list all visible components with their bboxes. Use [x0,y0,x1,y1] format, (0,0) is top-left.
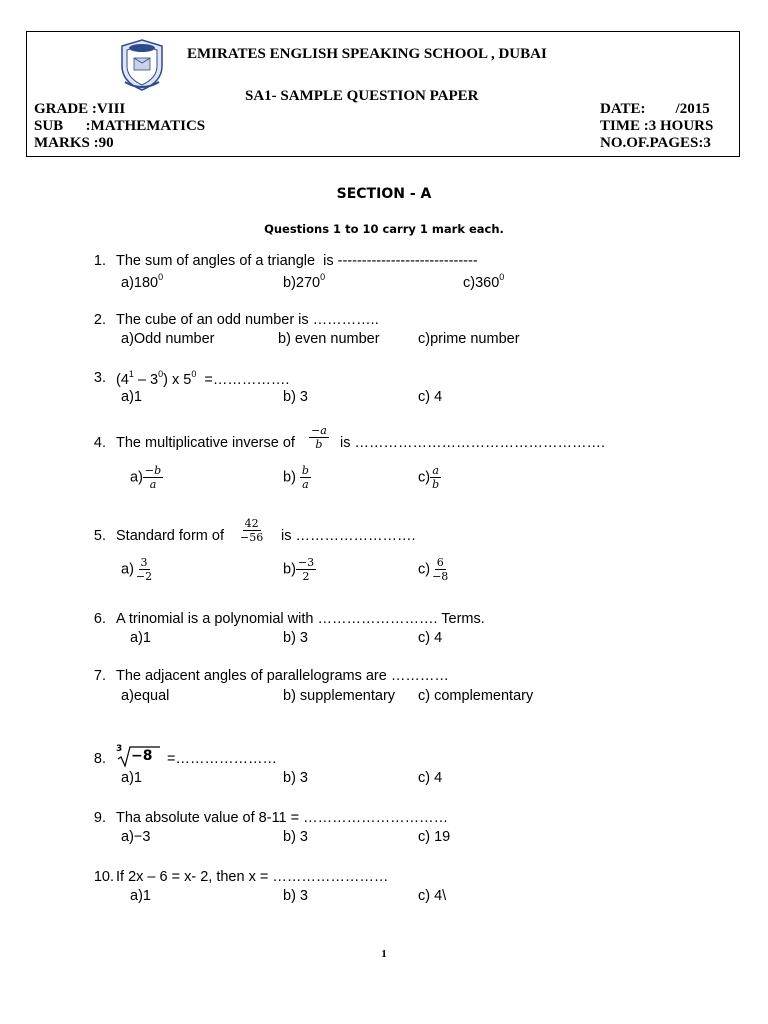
question-text-after: is ……………………. [281,528,416,544]
question-text: Standard form of [116,528,224,544]
question-number: 10. [93,869,114,885]
option-b: b) 3 [283,630,308,646]
question-number: 9. [93,810,106,826]
option-a: a)−3 [121,829,151,845]
question-number: 1. [93,253,106,269]
question-number: 4. [93,435,106,451]
option-a: a)1 [130,888,151,904]
option-b: b) 3 [283,389,308,405]
school-name: EMIRATES ENGLISH SPEAKING SCHOOL , DUBAI [187,46,547,62]
option-b: b) 3 [283,829,308,845]
root-index: 3 [116,744,123,754]
question-text: $(4^1 - 3^0)$ x $5^0$ =……………. [116,369,290,388]
option-b: $b)270^0$ [283,272,326,291]
option-c: c) 4 [418,770,443,786]
question-number: 6. [93,611,106,627]
option-a: $a)180^0$ [121,272,164,291]
option-c: c) $\frac{a}{b}$ [418,464,440,491]
option-c: c) complementary [418,688,534,704]
marks-label: MARKS :90 [34,135,114,151]
question-text-after: =………………… [167,751,277,767]
paper-title: SA1- SAMPLE QUESTION PAPER [245,88,479,104]
subject-label: SUB :MATHEMATICS [34,118,206,134]
question-number: 3. [93,370,106,386]
option-b: b) even number [278,331,380,347]
option-a: a)Odd number [121,331,215,347]
radicand: −8 [131,748,153,764]
question-number: 7. [93,668,106,684]
date-label: DATE: /2015 [600,101,710,117]
option-c: c) 19 [418,829,451,845]
option-a: a) $\frac{-b}{a}$ [130,464,162,491]
grade-label: GRADE :VIII [34,101,126,117]
question-text: The cube of an odd number is ………….. [116,312,379,328]
option-c: c) $\frac{6}{-8}$ [418,556,449,583]
page-number: 1 [381,948,387,960]
cube-root-expression [116,744,160,768]
question-fraction: $\frac{42}{-56}$ [240,517,264,544]
option-c: c) 4 [418,630,443,646]
option-c: c)prime number [418,331,520,347]
question-text: Tha absolute value of 8-11 = ………………………… [116,810,449,826]
option-c: $c)360^0$ [463,272,505,291]
option-a: a) $\frac{3}{-2}$ [121,556,153,583]
school-crest-logo [119,38,165,92]
question-number: 8. [93,751,106,767]
option-a: a)1 [121,770,142,786]
option-a: a)equal [121,688,170,704]
option-b: b) 3 [283,888,308,904]
section-title: SECTION - A [336,186,432,202]
option-a: a)1 [130,630,151,646]
pages-label: NO.OF.PAGES:3 [600,135,711,151]
option-b: b) $\frac{-3}{2}$ [283,556,315,583]
question-text: A trinomial is a polynomial with ……………………. Terms. [116,611,485,627]
question-fraction: $\frac{-a}{b}$ [311,424,327,451]
question-text: The multiplicative inverse of [116,435,295,451]
option-c: c) 4\ [418,888,447,904]
question-number: 5. [93,528,106,544]
option-b: b) supplementary [283,688,396,704]
question-text: The sum of angles of a triangle is ----------------------------- [116,253,478,269]
option-a: a)1 [121,389,142,405]
time-label: TIME :3 HOURS [600,118,714,134]
question-text: If 2x – 6 = x- 2, then x = …………………… [116,869,389,885]
option-c: c) 4 [418,389,443,405]
option-b: b) $\frac{b}{a}$ [283,464,309,491]
question-text-after: is ……………………………………………. [340,435,606,451]
option-b: b) 3 [283,770,308,786]
section-instruction: Questions 1 to 10 carry 1 mark each. [264,222,504,236]
question-number: 2. [93,312,106,328]
question-text: The adjacent angles of parallelograms are ………… [116,668,449,684]
